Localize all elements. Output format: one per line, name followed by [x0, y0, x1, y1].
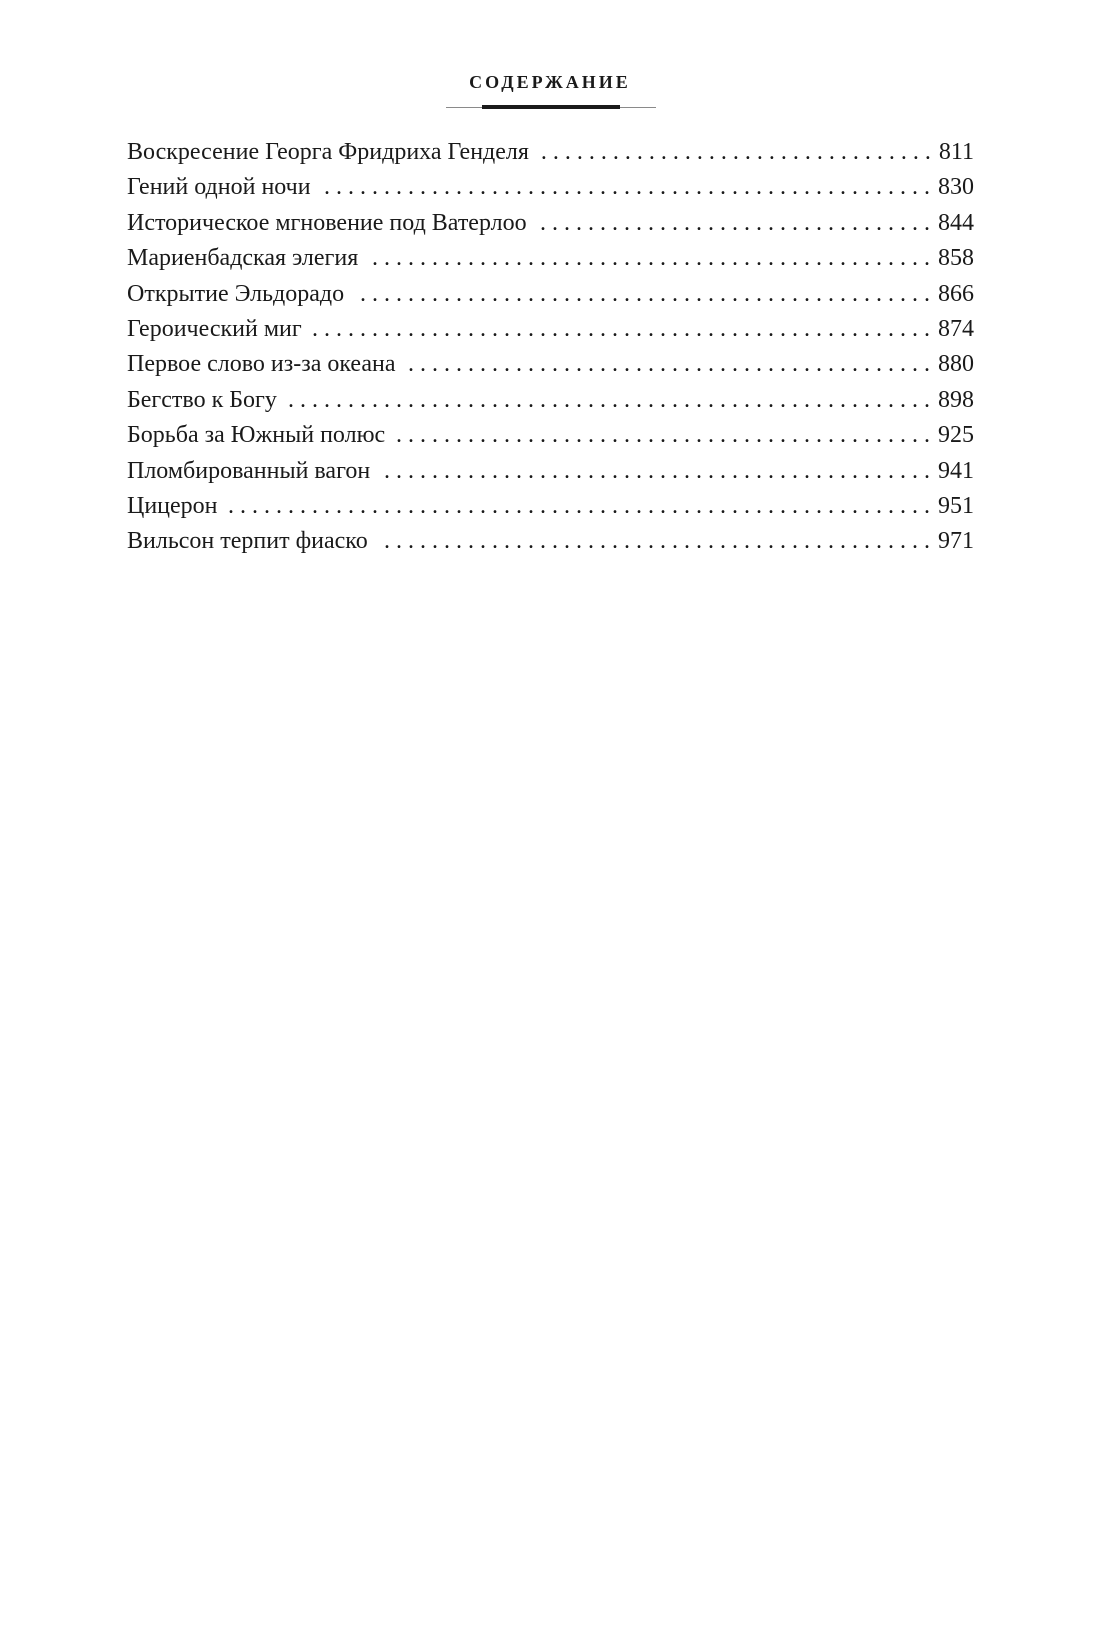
toc-entry-page: 866: [938, 280, 974, 307]
toc-leader-dots: [228, 489, 930, 524]
toc-entry[interactable]: [127, 524, 974, 559]
toc-entry-page: 941: [938, 457, 974, 484]
toc-entry[interactable]: [127, 383, 974, 418]
toc-entry[interactable]: [127, 489, 974, 524]
toc-leader-dots: [312, 312, 930, 347]
page-header: [0, 72, 1100, 93]
toc-entry-page: 898: [938, 386, 974, 413]
toc-entry-page: 971: [938, 528, 974, 555]
toc-entry-page: 858: [938, 245, 974, 272]
toc-leader-dots: [321, 170, 930, 205]
toc-entry[interactable]: [127, 277, 974, 312]
title-divider-accent: [482, 105, 620, 109]
toc-leader-dots: [368, 241, 930, 276]
toc-entry-page: 951: [938, 492, 974, 519]
toc-entry-page: 830: [938, 174, 974, 201]
toc-entry[interactable]: [127, 241, 974, 276]
toc-entry-title: Мариенбадская элегия: [127, 245, 359, 272]
toc-entry-title: Историческое мгновение под Ватерлоо: [127, 209, 527, 236]
toc-entry-page: 880: [938, 351, 974, 378]
table-of-contents: [127, 135, 974, 560]
toc-entry-title: Героический миг: [127, 315, 302, 342]
toc-entry-title: Цицерон: [127, 492, 218, 519]
toc-leader-dots: [537, 206, 930, 241]
toc-entry-title: Пломбированный вагон: [127, 457, 371, 484]
toc-leader-dots: [539, 135, 931, 170]
toc-entry[interactable]: [127, 347, 974, 382]
toc-entry-title: Бегство к Богу: [127, 386, 277, 413]
toc-entry[interactable]: [127, 454, 974, 489]
toc-leader-dots: [380, 454, 930, 489]
toc-entry[interactable]: [127, 170, 974, 205]
toc-entry[interactable]: [127, 418, 974, 453]
toc-entry[interactable]: [127, 135, 974, 170]
page-title: СОДЕРЖАНИЕ: [469, 72, 631, 92]
toc-entry-page: 925: [938, 422, 974, 449]
toc-entry-title: Борьба за Южный полюс: [127, 422, 386, 449]
toc-entry[interactable]: [127, 206, 974, 241]
toc-entry-title: Вильсон терпит фиаско: [127, 528, 368, 555]
toc-leader-dots: [354, 277, 930, 312]
toc-entry-page: 844: [938, 209, 974, 236]
toc-leader-dots: [395, 418, 930, 453]
toc-entry[interactable]: [127, 312, 974, 347]
toc-entry-page: 874: [938, 315, 974, 342]
toc-entry-page: 811: [938, 139, 974, 165]
toc-entry-title: Воскресение Георга Фридриха Генделя: [127, 139, 529, 165]
toc-entry-title: Открытие Эльдорадо: [127, 280, 345, 307]
toc-leader-dots: [378, 524, 930, 559]
toc-entry-title: Гений одной ночи: [127, 174, 311, 201]
toc-leader-dots: [406, 347, 931, 382]
toc-entry-title: Первое слово из-за океана: [127, 351, 396, 378]
toc-leader-dots: [287, 383, 930, 418]
